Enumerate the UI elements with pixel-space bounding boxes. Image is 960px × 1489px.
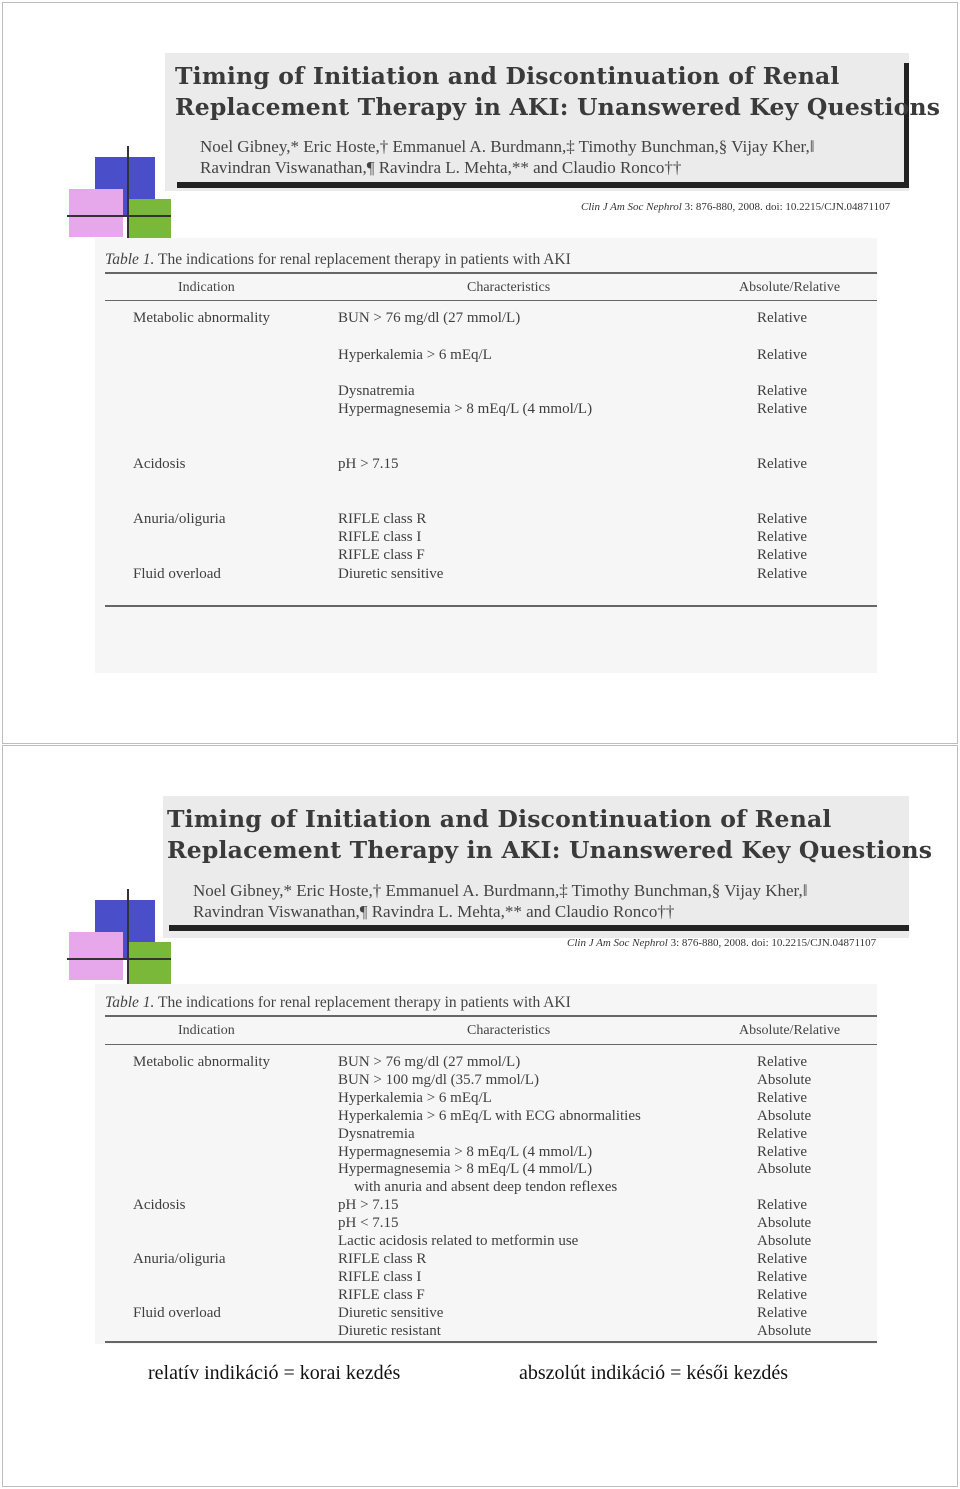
table-bottom-rule [105,605,877,607]
cell-indication: Fluid overload [133,566,221,582]
citation-details: 3: 876-880, 2008. doi: 10.2215/CJN.04871107 [670,937,877,949]
cell-absolute-relative: Relative [757,547,807,563]
cell-characteristic: Dysnatremia [338,1125,415,1142]
corner-decoration [3,3,163,253]
cell-absolute-relative: Relative [757,1197,807,1214]
table-top-rule [105,272,877,274]
header-bottom-bar [169,925,909,931]
paper-title-line-2: Replacement Therapy in AKI: Unanswered Key Questions [167,836,933,864]
cell-characteristic: pH > 7.15 [338,456,399,472]
cell-absolute-relative: Relative [757,1125,807,1142]
cell-characteristic: Hyperkalemia > 6 mEq/L with ECG abnormalities [338,1107,641,1124]
cell-characteristic: Hyperkalemia > 6 mEq/L [338,1089,492,1106]
cell-characteristic: Diuretic sensitive [338,1304,444,1321]
citation-journal: Clin J Am Soc Nephrol [581,201,682,213]
paper-title-line-1: Timing of Initiation and Discontinuation of Renal [175,62,840,90]
table-caption [105,994,571,1012]
authors-line-1: Noel Gibney,* Eric Hoste,† Emmanuel A. Burdmann,‡ Timothy Bunchman,§ Vijay Kher,‖ [193,881,808,900]
cell-characteristic: BUN > 76 mg/dl (27 mmol/L) [338,310,521,326]
table-caption [105,251,571,269]
indications-table [95,984,877,1344]
authors-line-2: Ravindran Viswanathan,¶ Ravindra L. Mehta,** and Claudio Ronco†† [193,902,675,921]
cell-absolute-relative: Relative [757,529,807,545]
cell-characteristic: RIFLE class I [338,1268,422,1285]
cell-characteristic: BUN > 76 mg/dl (27 mmol/L) [338,1054,521,1070]
cell-indication: Anuria/oliguria [133,1250,226,1267]
authors-line-1: Noel Gibney,* Eric Hoste,† Emmanuel A. Burdmann,‡ Timothy Bunchman,§ Vijay Kher,‖ [200,137,815,156]
cell-indication: Metabolic abnormality [133,310,271,326]
cell-characteristic: pH < 7.15 [338,1215,399,1232]
cell-absolute-relative: Absolute [757,1322,812,1339]
header-characteristics: Characteristics [467,280,551,295]
cell-characteristic: Lactic acidosis related to metformin use [338,1233,579,1249]
table-caption-label: Table 1. [105,251,155,268]
cell-absolute-relative: Relative [757,401,807,417]
cell-absolute-relative: Relative [757,1304,807,1321]
citation-journal: Clin J Am Soc Nephrol [567,937,668,949]
cell-absolute-relative: Absolute [757,1107,812,1124]
authors-line-2: Ravindran Viswanathan,¶ Ravindra L. Mehta,** and Claudio Ronco†† [200,158,682,177]
header-absolute-relative: Absolute/Relative [739,280,841,295]
citation [581,201,890,213]
cell-indication: Fluid overload [133,1304,221,1321]
corner-decoration [3,746,163,996]
table-caption-text: The indications for renal replacement therapy in patients with AKI [158,994,571,1011]
cell-absolute-relative: Relative [757,1089,807,1106]
cell-absolute-relative: Relative [757,456,807,472]
indications-table [95,238,877,673]
cell-absolute-relative: Relative [757,1143,807,1160]
cell-absolute-relative: Absolute [757,1071,812,1088]
cell-absolute-relative: Absolute [757,1215,812,1232]
cell-characteristic: Hyperkalemia > 6 mEq/L [338,347,492,363]
footer-absolute-note: abszolút indikáció = késői kezdés [519,1362,788,1384]
header-indication: Indication [178,1023,235,1038]
cell-absolute-relative: Relative [757,1268,807,1285]
cell-characteristic: with anuria and absent deep tendon reflexes [354,1179,618,1196]
cell-characteristic: RIFLE class R [338,1250,427,1267]
cell-characteristic: RIFLE class F [338,1286,425,1303]
cell-characteristic: RIFLE class R [338,511,427,527]
header-right-bar [904,63,909,187]
header-absolute-relative: Absolute/Relative [739,1023,841,1038]
slide-2 [2,745,958,1487]
cell-absolute-relative: Relative [757,511,807,527]
header-indication: Indication [178,280,235,295]
cell-indication: Metabolic abnormality [133,1054,271,1070]
paper-title-line-2: Replacement Therapy in AKI: Unanswered Key Questions [175,93,941,121]
citation-details: 3: 876-880, 2008. doi: 10.2215/CJN.04871107 [684,201,891,213]
cell-absolute-relative: Relative [757,383,807,399]
cell-indication: Anuria/oliguria [133,511,226,527]
cell-characteristic: Dysnatremia [338,383,415,399]
cell-absolute-relative: Absolute [757,1233,812,1249]
cell-absolute-relative: Absolute [757,1161,812,1178]
footer-relative-note: relatív indikáció = korai kezdés [148,1362,401,1384]
header-characteristics: Characteristics [467,1023,551,1038]
cell-characteristic: Hypermagnesemia > 8 mEq/L (4 mmol/L) [338,1161,593,1178]
cell-absolute-relative: Relative [757,1286,807,1303]
table-caption-text: The indications for renal replacement therapy in patients with AKI [158,251,571,268]
cell-characteristic: RIFLE class F [338,547,425,563]
cell-characteristic: Hypermagnesemia > 8 mEq/L (4 mmol/L) [338,1143,593,1160]
cell-characteristic: BUN > 100 mg/dl (35.7 mmol/L) [338,1071,539,1088]
citation [567,937,876,949]
cell-characteristic: Hypermagnesemia > 8 mEq/L (4 mmol/L) [338,401,593,417]
cell-absolute-relative: Relative [757,310,807,326]
slide-1 [2,2,958,744]
header-bottom-bar [177,182,909,188]
table-caption-label: Table 1. [105,994,155,1011]
cell-indication: Acidosis [133,456,186,472]
cell-characteristic: RIFLE class I [338,529,422,545]
cell-characteristic: Diuretic sensitive [338,566,444,582]
cell-absolute-relative: Relative [757,347,807,363]
cell-characteristic: pH > 7.15 [338,1197,399,1214]
header-rule [105,1044,877,1045]
table-top-rule [105,1015,877,1017]
cell-characteristic: Diuretic resistant [338,1322,441,1339]
paper-title-line-1: Timing of Initiation and Discontinuation of Renal [167,805,832,833]
table-bottom-rule [105,1341,877,1343]
cell-absolute-relative: Relative [757,566,807,582]
cell-absolute-relative: Relative [757,1250,807,1267]
cell-absolute-relative: Relative [757,1054,807,1070]
header-rule [105,300,877,301]
cell-indication: Acidosis [133,1197,186,1214]
